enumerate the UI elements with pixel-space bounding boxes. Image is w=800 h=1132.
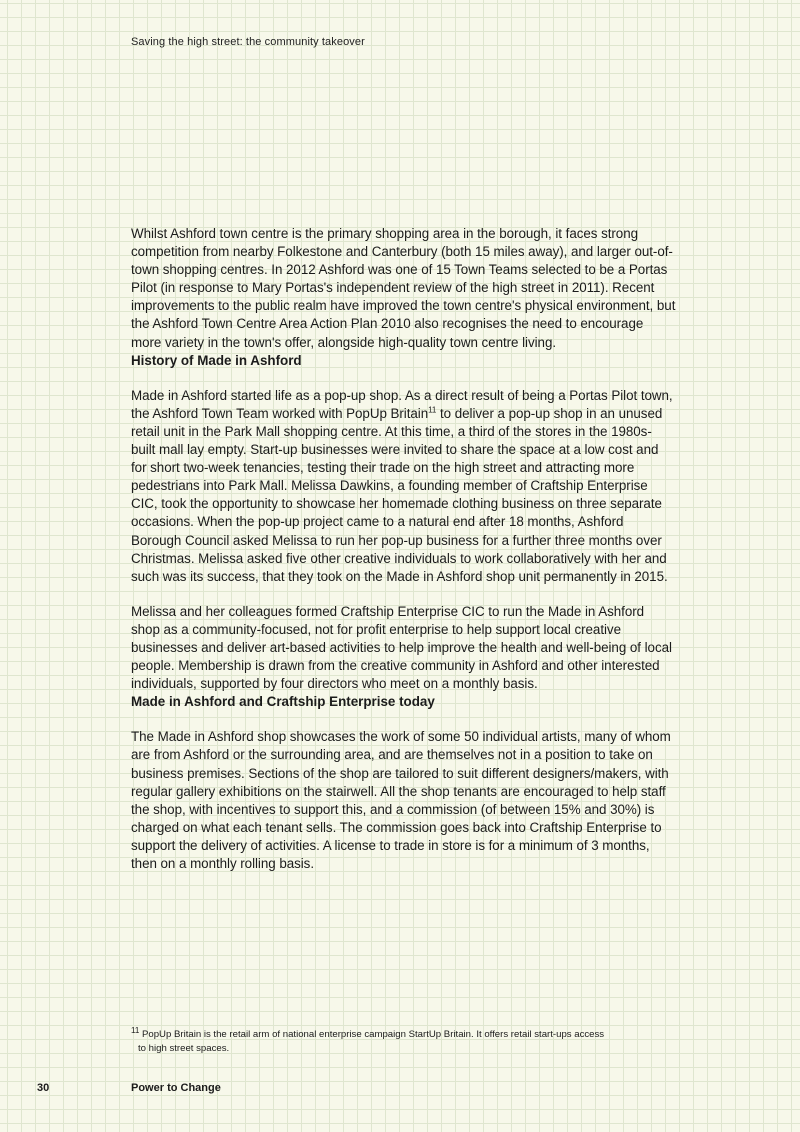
footer-publisher: Power to Change [131,1082,221,1094]
paragraph-cic: Melissa and her colleagues formed Craftship Enterprise CIC to run the Made in Ashford shop as a community-focused, not for profit enterprise to help support local creative businesses and deliver art-based activities to help improve the health and well-being of local people. Membership is drawn from the creative community in Ashford and other interested individuals, supported by four directors who meet on a monthly basis. [131,603,672,692]
footnote-number: 11 [131,1025,140,1035]
footnote-text-line2: to high street spaces. [138,1043,230,1054]
paragraph-history [131,387,676,586]
paragraph-today: The Made in Ashford shop showcases the work of some 50 individual artists, many of whom are from Ashford or the surrounding area, and are themselves not in a position to take on business premises. Sections of the shop are tailored to suit different designers/makers, with regular gallery exhibitions on the stairwell. All the shop tenants are encouraged to help staff the shop, with incentives to support this, and a commission (of between 15% and 30%) is charged on what each tenant sells. The commission goes back into Craftship Enterprise to support the delivery of activities. A license to trade in store is for a minimum of 3 months, then on a monthly rolling basis. [131,729,671,871]
section-heading-history: History of Made in Ashford [131,352,302,368]
footnote-text-line1: PopUp Britain is the retail arm of national enterprise campaign StartUp Britain. It offers retail start-ups access [139,1029,605,1040]
footnote-reference[interactable]: 11 [428,405,437,415]
section-heading-today: Made in Ashford and Craftship Enterprise today [131,694,435,710]
running-header: Saving the high street: the community takeover [131,36,365,48]
paragraph-history-part2: to deliver a pop-up shop in an unused retail unit in the Park Mall shopping centre. At this time, a third of the stores in the 1980s-built mall lay empty. Start-up businesses were invited to share the space at a low cost and for short two-week tenancies, testing their trade on the high street and attracting more pedestrians into Park Mall. Melissa Dawkins, a founding member of Craftship Enterprise CIC, took the opportunity to showcase her homemade clothing business on three separate occasions. When the pop-up project came to a natural end after 18 months, Ashford Borough Council asked Melissa to run her pop-up business for a further three months over Christmas. Melissa asked five other creative individuals to work collaboratively with her and such was its success, that they took on the Made in Ashford shop unit permanently in 2015. [131,405,668,584]
page-number: 30 [37,1082,50,1094]
footnote [131,1025,671,1056]
paragraph-history-part1: Made in Ashford started life as a pop-up shop. As a direct result of being a Portas Pilot town, the Ashford Town Team worked with PopUp Britain [131,387,673,421]
paragraph-intro: Whilst Ashford town centre is the primary shopping area in the borough, it faces strong competition from nearby Folkestone and Canterbury (both 15 miles away), and larger out-of-town shopping centres. In 2012 Ashford was one of 15 Town Teams selected to be a Portas Pilot (in response to Mary Portas's independent review of the high street in 2011). Recent improvements to the public realm have improved the town centre's physical environment, but the Ashford Town Centre Area Action Plan 2010 also recognises the need to encourage more variety in the town's offer, alongside high-quality town centre living. [131,226,676,350]
main-text [131,225,676,873]
